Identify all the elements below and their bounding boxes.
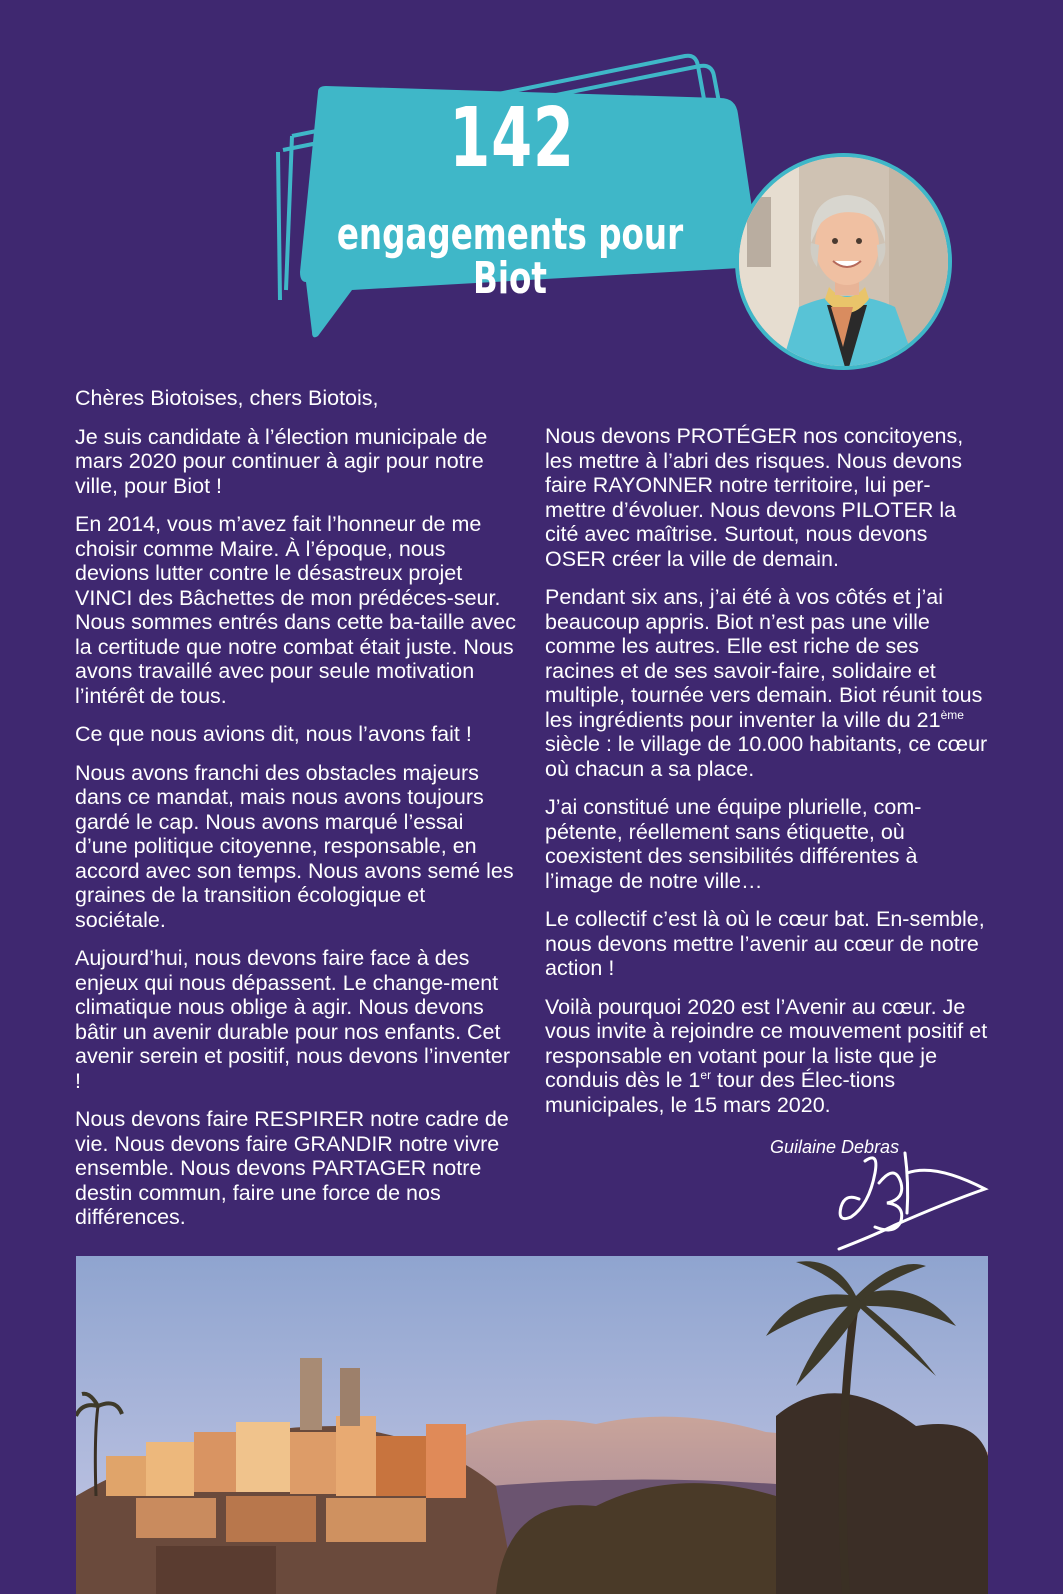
- engagements-subtitle: engagements pour Biot: [336, 209, 684, 304]
- letter-right-column: [545, 424, 989, 1131]
- letter-paragraph: Nous devons faire RESPIRER notre cadre de vie. Nous devons faire GRANDIR notre vivre ensemble. Nous devons PARTAGER notre destin commun, faire une force de nos différences.: [75, 1107, 509, 1229]
- header: [0, 0, 1063, 380]
- letter-paragraph: J’ai constitué une équipe plurielle, com-pétente, réellement sans étiquette, où coexistent des sensibilités différentes à l’image de notre ville…: [545, 795, 922, 893]
- letter-paragraph: Nous avons franchi des obstacles majeurs dans ce mandat, mais nous avons toujours gardé le cap. Nous avons marqué l’essai d’une politique citoyenne, responsable, en accord avec son temps. Nous avons semé les graines de la transition écologique et sociétale.: [75, 760, 514, 932]
- letter-paragraph: Nous devons PROTÉGER nos concitoyens, les mettre à l’abri des risques. Nous devons faire RAYONNER notre territoire, lui per-mettre d’évoluer. Nous devons PILOTER la cité avec maîtrise. Surtout, nous devons OSER créer la ville de demain.: [545, 424, 964, 571]
- letter-paragraph: Voilà pourquoi 2020 est l’Avenir au cœur. Je vous invite à rejoindre ce mouvement positif et responsable en votant pour la liste que je conduis dès le 1er tour des Élec-tions municipales, le 15 mars 2020.: [545, 994, 988, 1117]
- candidate-portrait: [735, 153, 952, 370]
- signature-name: Guilaine Debras: [770, 1137, 900, 1157]
- letter-paragraph: Aujourd’hui, nous devons faire face à des enjeux qui nous dépassent. Le change-ment climatique nous oblige à agir. Nous devons bâtir un avenir durable pour nos enfants. Cet avenir serein et positif, nous devons l’inventer !: [75, 946, 511, 1093]
- letter-left-column: [75, 386, 520, 1244]
- letter-paragraph: Ce que nous avions dit, nous l’avons fait !: [75, 722, 472, 746]
- letter-paragraph: Le collectif c’est là où le cœur bat. En-semble, nous devons mettre l’avenir au cœur de notre action !: [545, 907, 985, 980]
- letter-greeting: Chères Biotoises, chers Biotois,: [75, 386, 379, 410]
- biot-village-photo: [76, 1256, 988, 1594]
- letter-paragraph: Pendant six ans, j’ai été à vos côtés et j’ai beaucoup appris. Biot n’est pas une ville comme les autres. Elle est riche de ses racines et de ses savoir-faire, solidaire et multiple, tournée vers demain. Biot réunit tous les ingrédients pour inventer la ville du 21ème siècle : le village de 10.000 habitants, ce cœur où chacun a sa place.: [545, 585, 988, 781]
- engagements-count: 142: [449, 91, 575, 186]
- handwritten-signature: [835, 1143, 995, 1253]
- letter-paragraph: Je suis candidate à l’élection municipale de mars 2020 pour continuer à agir pour notre ville, pour Biot !: [75, 424, 488, 498]
- letter-paragraph: En 2014, vous m’avez fait l’honneur de me choisir comme Maire. À l’époque, nous devions lutter contre le désastreux projet VINCI des Bâchettes de mon prédéces-seur. Nous sommes entrés dans cette ba-taille avec la certitude que notre combat était juste. Nous avons travaillé avec pour seule motivation l’intérêt de tous.: [75, 512, 516, 708]
